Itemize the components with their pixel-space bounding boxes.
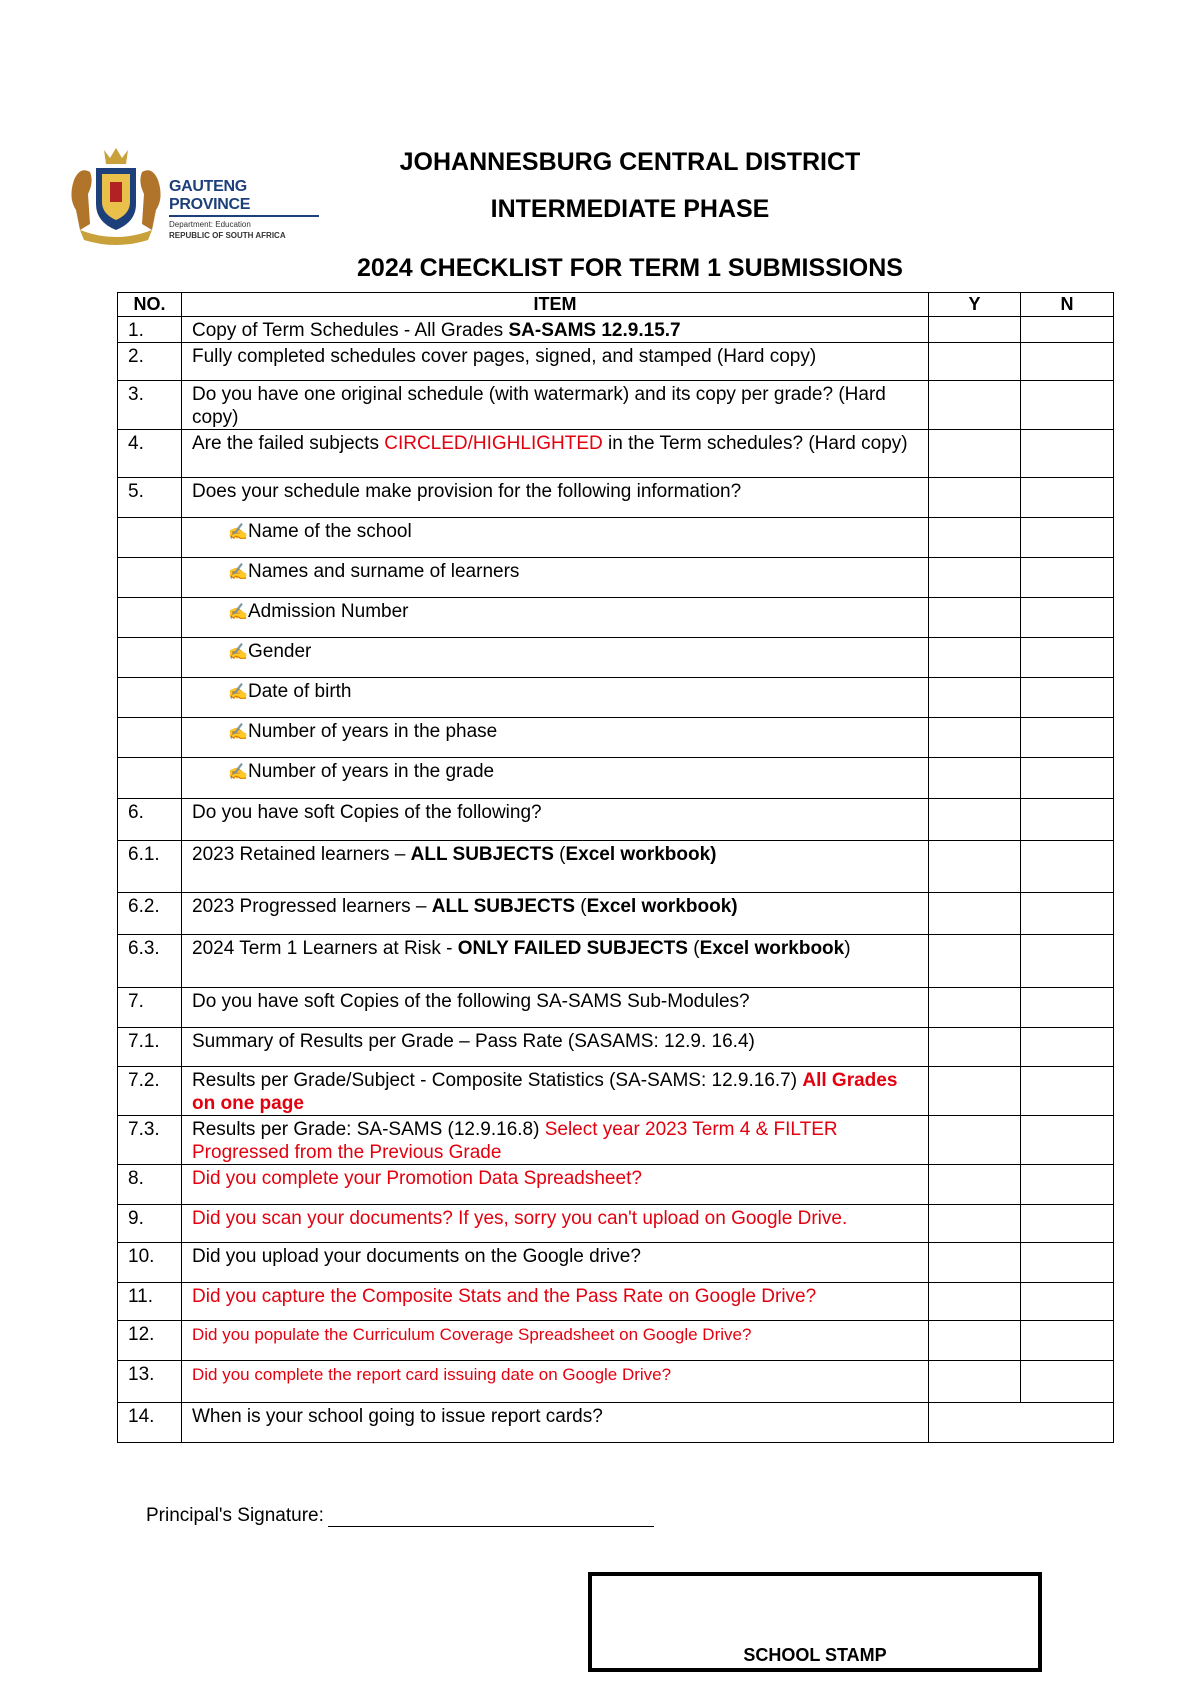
y-checkbox-cell[interactable] <box>929 478 1021 518</box>
y-checkbox-cell[interactable] <box>929 1321 1021 1361</box>
table-row <box>118 988 1114 1028</box>
stamp-label: SCHOOL STAMP <box>743 1645 887 1665</box>
n-checkbox-cell[interactable] <box>1021 1028 1114 1067</box>
y-checkbox-cell[interactable] <box>929 1361 1021 1403</box>
y-checkbox-cell[interactable] <box>929 1028 1021 1067</box>
writing-hand-icon: ✍ <box>228 604 248 621</box>
bullet-item: ✍Number of years in the phase <box>182 718 929 758</box>
y-checkbox-cell[interactable] <box>929 558 1021 598</box>
n-checkbox-cell[interactable] <box>1021 1361 1114 1403</box>
row-item: Do you have soft Copies of the following? <box>182 799 929 841</box>
n-checkbox-cell[interactable] <box>1021 478 1114 518</box>
n-checkbox-cell[interactable] <box>1021 841 1114 893</box>
n-checkbox-cell[interactable] <box>1021 893 1114 935</box>
row-number: 12. <box>118 1321 182 1361</box>
y-checkbox-cell[interactable] <box>929 758 1021 799</box>
row-number: 14. <box>118 1403 182 1443</box>
row-number: 8. <box>118 1165 182 1205</box>
y-checkbox-cell[interactable] <box>929 518 1021 558</box>
n-checkbox-cell[interactable] <box>1021 1067 1114 1116</box>
n-checkbox-cell[interactable] <box>1021 1165 1114 1205</box>
writing-hand-icon: ✍ <box>228 724 248 741</box>
n-checkbox-cell[interactable] <box>1021 988 1114 1028</box>
principal-signature <box>146 1505 654 1527</box>
n-checkbox-cell[interactable] <box>1021 1243 1114 1283</box>
y-checkbox-cell[interactable] <box>929 430 1021 478</box>
row-number: 9. <box>118 1205 182 1243</box>
row-item: Did you scan your documents? If yes, sorry you can't upload on Google Drive. <box>182 1205 929 1243</box>
table-row <box>118 1243 1114 1283</box>
row-item: Fully completed schedules cover pages, signed, and stamped (Hard copy) <box>182 343 929 381</box>
n-checkbox-cell[interactable] <box>1021 638 1114 678</box>
col-y-header: Y <box>929 293 1021 317</box>
writing-hand-icon: ✍ <box>228 564 248 581</box>
y-checkbox-cell[interactable] <box>929 1283 1021 1321</box>
row-item: Results per Grade/Subject - Composite Statistics (SA-SAMS: 12.9.16.7) All Grades on one page <box>182 1067 929 1116</box>
row-number: 2. <box>118 343 182 381</box>
writing-hand-icon: ✍ <box>228 524 248 541</box>
n-checkbox-cell[interactable] <box>1021 678 1114 718</box>
row-item: Did you upload your documents on the Google drive? <box>182 1243 929 1283</box>
row-number: 3. <box>118 381 182 430</box>
n-checkbox-cell[interactable] <box>1021 1116 1114 1165</box>
y-checkbox-cell[interactable] <box>929 1067 1021 1116</box>
col-item-header: ITEM <box>182 293 929 317</box>
table-row <box>118 638 1114 678</box>
row-item: Summary of Results per Grade – Pass Rate (SASAMS: 12.9. 16.4) <box>182 1028 929 1067</box>
n-checkbox-cell[interactable] <box>1021 758 1114 799</box>
logo-title: GAUTENG PROVINCE <box>169 178 251 213</box>
n-checkbox-cell[interactable] <box>1021 518 1114 558</box>
table-row <box>118 1067 1114 1116</box>
table-row <box>118 1205 1114 1243</box>
y-checkbox-cell[interactable] <box>929 718 1021 758</box>
row-item: Did you complete your Promotion Data Spreadsheet? <box>182 1165 929 1205</box>
y-checkbox-cell[interactable] <box>929 598 1021 638</box>
table-row <box>118 935 1114 988</box>
table-row <box>118 317 1114 343</box>
row-number: 4. <box>118 430 182 478</box>
table-row <box>118 893 1114 935</box>
n-checkbox-cell[interactable] <box>1021 1205 1114 1243</box>
row-item: 2023 Retained learners – ALL SUBJECTS (Excel workbook) <box>182 841 929 893</box>
checklist-table <box>117 292 1114 1443</box>
row-item: Do you have one original schedule (with watermark) and its copy per grade? (Hard copy) <box>182 381 929 430</box>
table-row <box>118 518 1114 558</box>
answer-cell[interactable] <box>929 1403 1114 1443</box>
phase-title: INTERMEDIATE PHASE <box>490 195 770 223</box>
table-row <box>118 678 1114 718</box>
row-item: Copy of Term Schedules - All Grades SA-SAMS 12.9.15.7 <box>182 317 929 343</box>
n-checkbox-cell[interactable] <box>1021 381 1114 430</box>
y-checkbox-cell[interactable] <box>929 1116 1021 1165</box>
row-number: 6.3. <box>118 935 182 988</box>
row-number: 13. <box>118 1361 182 1403</box>
row-number: 11. <box>118 1283 182 1321</box>
table-row <box>118 430 1114 478</box>
row-item: Did you populate the Curriculum Coverage Spreadsheet on Google Drive? <box>182 1321 929 1361</box>
writing-hand-icon: ✍ <box>228 644 248 661</box>
table-row <box>118 841 1114 893</box>
row-number: 7.3. <box>118 1116 182 1165</box>
checklist-title: 2024 CHECKLIST FOR TERM 1 SUBMISSIONS <box>357 254 903 282</box>
y-checkbox-cell[interactable] <box>929 988 1021 1028</box>
y-checkbox-cell[interactable] <box>929 1243 1021 1283</box>
row-item: Does your schedule make provision for the following information? <box>182 478 929 518</box>
row-item: Do you have soft Copies of the following SA-SAMS Sub-Modules? <box>182 988 929 1028</box>
table-row <box>118 799 1114 841</box>
row-item: 2023 Progressed learners – ALL SUBJECTS (Excel workbook) <box>182 893 929 935</box>
row-number: 7.1. <box>118 1028 182 1067</box>
signature-label: Principal's Signature: <box>146 1505 324 1526</box>
row-number: 1. <box>118 317 182 343</box>
n-checkbox-cell[interactable] <box>1021 598 1114 638</box>
row-item: Did you complete the report card issuing date on Google Drive? <box>182 1361 929 1403</box>
bullet-item: ✍Admission Number <box>182 598 929 638</box>
n-checkbox-cell[interactable] <box>1021 935 1114 988</box>
table-row <box>118 718 1114 758</box>
table-row <box>118 1321 1114 1361</box>
logo-department: Department: Education <box>169 220 251 229</box>
bullet-item: ✍Name of the school <box>182 518 929 558</box>
row-item: Are the failed subjects CIRCLED/HIGHLIGHTED in the Term schedules? (Hard copy) <box>182 430 929 478</box>
table-row <box>118 1283 1114 1321</box>
bullet-item: ✍Gender <box>182 638 929 678</box>
y-checkbox-cell[interactable] <box>929 799 1021 841</box>
writing-hand-icon: ✍ <box>228 684 248 701</box>
table-row <box>118 1361 1114 1403</box>
n-checkbox-cell[interactable] <box>1021 1321 1114 1361</box>
table-row <box>118 478 1114 518</box>
y-checkbox-cell[interactable] <box>929 1165 1021 1205</box>
row-number: 5. <box>118 478 182 518</box>
y-checkbox-cell[interactable] <box>929 841 1021 893</box>
table-row <box>118 1165 1114 1205</box>
n-checkbox-cell[interactable] <box>1021 343 1114 381</box>
district-title: JOHANNESBURG CENTRAL DISTRICT <box>399 148 861 176</box>
table-header-row <box>118 293 1114 317</box>
table-row <box>118 598 1114 638</box>
y-checkbox-cell[interactable] <box>929 317 1021 343</box>
row-item: Did you capture the Composite Stats and the Pass Rate on Google Drive? <box>182 1283 929 1321</box>
table-row <box>118 1403 1114 1443</box>
table-row <box>118 381 1114 430</box>
bullet-item: ✍Names and surname of learners <box>182 558 929 598</box>
col-n-header: N <box>1021 293 1114 317</box>
signature-line[interactable] <box>328 1508 654 1527</box>
col-no-header: NO. <box>118 293 182 317</box>
row-number: 6.1. <box>118 841 182 893</box>
logo-country: REPUBLIC OF SOUTH AFRICA <box>169 231 286 240</box>
y-checkbox-cell[interactable] <box>929 1205 1021 1243</box>
bullet-item: ✍Number of years in the grade <box>182 758 929 799</box>
y-checkbox-cell[interactable] <box>929 678 1021 718</box>
table-row <box>118 343 1114 381</box>
row-number: 6.2. <box>118 893 182 935</box>
n-checkbox-cell[interactable] <box>1021 799 1114 841</box>
table-row <box>118 1116 1114 1165</box>
table-row <box>118 758 1114 799</box>
y-checkbox-cell[interactable] <box>929 935 1021 988</box>
n-checkbox-cell[interactable] <box>1021 558 1114 598</box>
school-stamp-box <box>588 1572 1042 1672</box>
row-item: 2024 Term 1 Learners at Risk - ONLY FAILED SUBJECTS (Excel workbook) <box>182 935 929 988</box>
n-checkbox-cell[interactable] <box>1021 1283 1114 1321</box>
row-number: 7.2. <box>118 1067 182 1116</box>
y-checkbox-cell[interactable] <box>929 381 1021 430</box>
row-number: 10. <box>118 1243 182 1283</box>
y-checkbox-cell[interactable] <box>929 893 1021 935</box>
n-checkbox-cell[interactable] <box>1021 317 1114 343</box>
y-checkbox-cell[interactable] <box>929 343 1021 381</box>
row-item: When is your school going to issue report cards? <box>182 1403 929 1443</box>
row-number: 6. <box>118 799 182 841</box>
y-checkbox-cell[interactable] <box>929 638 1021 678</box>
row-item: Results per Grade: SA-SAMS (12.9.16.8) Select year 2023 Term 4 & FILTER Progressed from the Previous Grade <box>182 1116 929 1165</box>
table-row <box>118 558 1114 598</box>
bullet-item: ✍Date of birth <box>182 678 929 718</box>
n-checkbox-cell[interactable] <box>1021 718 1114 758</box>
table-row <box>118 1028 1114 1067</box>
writing-hand-icon: ✍ <box>228 764 248 781</box>
n-checkbox-cell[interactable] <box>1021 430 1114 478</box>
row-number: 7. <box>118 988 182 1028</box>
